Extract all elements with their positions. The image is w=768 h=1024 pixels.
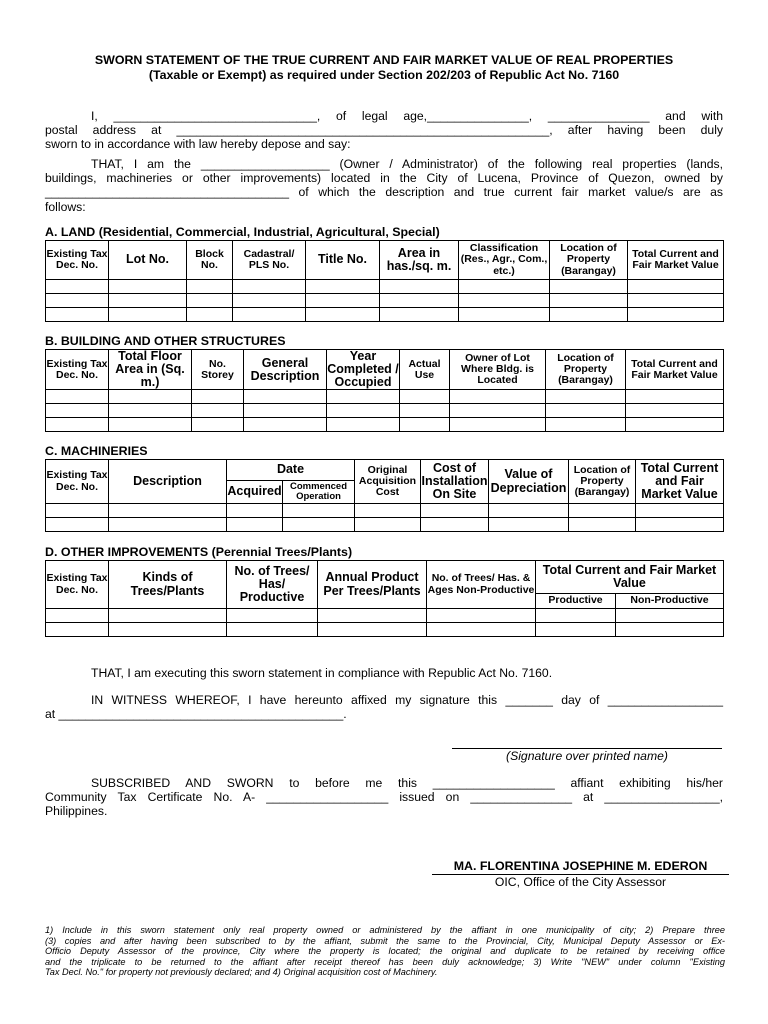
table-cell[interactable]	[636, 504, 724, 518]
table-cell[interactable]	[489, 518, 569, 532]
table-cell[interactable]	[628, 308, 724, 322]
land-entry-row[interactable]	[46, 308, 724, 322]
table-cell[interactable]	[46, 418, 109, 432]
table-cell[interactable]	[626, 390, 724, 404]
footnote-line: Officio Deputy Assessor of the province, City where the property is located; the original and duplicate to be retained by receiving office	[45, 946, 725, 957]
table-cell[interactable]	[109, 418, 192, 432]
col-existing-tax-dec: Existing Tax Dec. No.	[46, 561, 109, 609]
intro-line: I, ______________________________, of legal age,_______________, _______________ and with	[91, 109, 723, 123]
intro-line: postal address at _______________________________________________________, after having been duly	[45, 123, 723, 138]
table-cell[interactable]	[318, 623, 427, 637]
footnote-line: and the triplicate to be returned to the affiant after receipt thereof has been duly acknowledge; 3) Write "NEW" under column "Existing	[45, 956, 725, 967]
col-value-non-productive: Non-Productive	[616, 594, 724, 609]
assessor-office: OIC, Office of the City Assessor	[494, 875, 667, 889]
table-cell[interactable]	[550, 294, 628, 308]
col-classification: Classification (Res., Agr., Com., etc.)	[459, 241, 550, 280]
table-cell[interactable]	[380, 308, 459, 322]
building-table	[45, 349, 724, 432]
table-cell[interactable]	[283, 518, 355, 532]
table-cell[interactable]	[536, 609, 616, 623]
building-entry-row[interactable]	[46, 390, 724, 404]
form-subtitle: (Taxable or Exempt) as required under Section 202/203 of Republic Act No. 7160	[148, 68, 620, 82]
col-existing-tax-dec: Existing Tax Dec. No.	[46, 350, 109, 390]
table-cell[interactable]	[227, 504, 283, 518]
table-cell[interactable]	[244, 390, 327, 404]
building-header-row	[46, 350, 724, 390]
land-entry-row[interactable]	[46, 280, 724, 294]
subscribed-paragraph	[45, 776, 723, 819]
col-year-completed: Year Completed / Occupied	[327, 349, 399, 390]
table-cell[interactable]	[546, 390, 626, 404]
table-cell[interactable]	[46, 518, 109, 532]
table-cell[interactable]	[327, 390, 400, 404]
table-cell[interactable]	[569, 518, 636, 532]
table-cell[interactable]	[192, 418, 244, 432]
table-cell[interactable]	[628, 280, 724, 294]
table-cell[interactable]	[46, 308, 109, 322]
table-cell[interactable]	[318, 609, 427, 623]
compliance-statement: THAT, I am executing this sworn statement in compliance with Republic Act No. 7160.	[91, 666, 553, 680]
improvements-header-row	[46, 561, 724, 594]
owner-line: THAT, I am the ___________________ (Owner / Administrator) of the following real properties (lands,	[91, 157, 723, 171]
table-cell[interactable]	[244, 418, 327, 432]
col-lot-no: Lot No.	[109, 241, 187, 280]
machineries-table	[45, 459, 724, 532]
table-cell[interactable]	[459, 308, 550, 322]
table-cell[interactable]	[46, 609, 109, 623]
col-value-of-depreciation: Value of Depreciation	[489, 460, 569, 504]
machineries-section-heading: C. MACHINERIES	[45, 444, 148, 458]
table-cell[interactable]	[109, 280, 187, 294]
witness-paragraph	[45, 693, 723, 721]
table-cell[interactable]	[550, 308, 628, 322]
col-fair-market-value: Total Current and Fair Market Value	[626, 350, 724, 390]
table-cell[interactable]	[569, 504, 636, 518]
improvements-entry-row[interactable]	[46, 623, 724, 637]
owner-line: buildings, machineries or other improvements) located in the City of Lucena, Province of Quezon, owned by	[45, 171, 723, 186]
table-cell[interactable]	[46, 504, 109, 518]
col-existing-tax-dec: Existing Tax Dec. No.	[46, 241, 109, 280]
col-location: Location of Property (Barangay)	[569, 460, 636, 504]
intro-line: sworn to in accordance with law hereby depose and say:	[45, 137, 351, 152]
table-cell[interactable]	[459, 294, 550, 308]
footnote-line: (3) copies and after having been subscribed to by the affiant, submit the same to the Provincial, City, Municipal Deputy Assessor or Ex-	[45, 935, 725, 946]
land-section-heading: A. LAND (Residential, Commercial, Industrial, Agricultural, Special)	[45, 225, 440, 239]
land-table	[45, 240, 724, 322]
table-cell[interactable]	[187, 308, 233, 322]
table-cell[interactable]	[233, 280, 306, 294]
signature-caption: (Signature over printed name)	[506, 749, 668, 763]
building-section-heading: B. BUILDING AND OTHER STRUCTURES	[45, 334, 286, 348]
form-title: SWORN STATEMENT OF THE TRUE CURRENT AND FAIR MARKET VALUE OF REAL PROPERTIES	[94, 53, 674, 67]
land-entry-row[interactable]	[46, 294, 724, 308]
col-date-commenced-operation: Commenced Operation	[283, 481, 355, 504]
table-cell[interactable]	[233, 294, 306, 308]
col-actual-use: Actual Use	[400, 350, 450, 390]
table-cell[interactable]	[244, 404, 327, 418]
col-kinds-of-trees: Kinds of Trees/Plants	[109, 561, 227, 609]
col-owner-of-lot: Owner of Lot Where Bldg. is Located	[450, 350, 546, 390]
table-cell[interactable]	[233, 308, 306, 322]
col-cost-of-installation: Cost of Installation On Site	[421, 460, 489, 504]
subscribed-line: Philippines.	[45, 804, 108, 819]
table-cell[interactable]	[46, 390, 109, 404]
building-entry-row[interactable]	[46, 418, 724, 432]
table-cell[interactable]	[400, 404, 450, 418]
table-cell[interactable]	[192, 390, 244, 404]
table-cell[interactable]	[283, 504, 355, 518]
table-cell[interactable]	[355, 504, 421, 518]
footnote-line: 1) Include in this sworn statement only real property owned or administered by the affiant in one municipality of city; 2) Prepare three	[45, 925, 725, 935]
col-original-acquisition-cost: Original Acquisition Cost	[355, 460, 421, 504]
witness-line: IN WITNESS WHEREOF, I have hereunto affixed my signature this _______ day of _________________	[91, 693, 723, 707]
table-cell[interactable]	[450, 404, 546, 418]
table-cell[interactable]	[459, 280, 550, 294]
table-cell[interactable]	[536, 623, 616, 637]
table-cell[interactable]	[227, 623, 318, 637]
table-cell[interactable]	[380, 294, 459, 308]
col-fair-market-value: Total Current and Fair Market Value	[628, 241, 724, 280]
table-cell[interactable]	[306, 280, 380, 294]
table-cell[interactable]	[46, 280, 109, 294]
table-cell[interactable]	[400, 390, 450, 404]
col-location: Location of Property (Barangay)	[550, 241, 628, 280]
owner-line: ____________________________________ of which the description and true current fair market value/s are as	[45, 185, 723, 200]
table-cell[interactable]	[626, 418, 724, 432]
witness-line: at __________________________________________.	[45, 707, 347, 722]
improvements-section-heading: D. OTHER IMPROVEMENTS (Perennial Trees/Plants)	[45, 545, 353, 559]
machineries-entry-row[interactable]	[46, 518, 724, 532]
table-cell[interactable]	[550, 280, 628, 294]
table-cell[interactable]	[616, 609, 724, 623]
table-cell[interactable]	[192, 404, 244, 418]
table-cell[interactable]	[109, 609, 227, 623]
table-cell[interactable]	[355, 518, 421, 532]
col-existing-tax-dec: Existing Tax Dec. No.	[46, 460, 109, 504]
footnotes	[45, 925, 725, 978]
table-cell[interactable]	[450, 390, 546, 404]
owner-paragraph	[45, 157, 723, 214]
col-date-acquired: Acquired	[227, 481, 283, 504]
table-cell[interactable]	[46, 404, 109, 418]
table-cell[interactable]	[421, 518, 489, 532]
table-cell[interactable]	[187, 294, 233, 308]
col-productive-trees: No. of Trees/ Has/ Productive	[227, 561, 318, 609]
table-cell[interactable]	[636, 518, 724, 532]
table-cell[interactable]	[489, 504, 569, 518]
assessor-name: MA. FLORENTINA JOSEPHINE M. EDERON	[432, 859, 729, 875]
building-entry-row[interactable]	[46, 404, 724, 418]
col-fair-market-value: Total Current and Fair Market Value	[636, 460, 724, 504]
table-cell[interactable]	[450, 418, 546, 432]
table-cell[interactable]	[109, 294, 187, 308]
col-description: Description	[109, 460, 227, 504]
col-block-no: Block No.	[187, 241, 233, 280]
col-general-description: General Description	[244, 350, 327, 390]
table-cell[interactable]	[306, 308, 380, 322]
machineries-entry-row[interactable]	[46, 504, 724, 518]
subscribed-line: SUBSCRIBED AND SWORN to before me this __________________ affiant exhibiting his/her	[91, 776, 723, 790]
table-cell[interactable]	[327, 418, 400, 432]
table-cell[interactable]	[616, 623, 724, 637]
improvements-table	[45, 560, 724, 637]
affiant-intro-paragraph	[45, 109, 723, 152]
owner-line: follows:	[45, 199, 86, 214]
table-cell[interactable]	[546, 404, 626, 418]
col-title-no: Title No.	[306, 241, 380, 280]
subscribed-line: Community Tax Certificate No. A- __________________ issued on _______________ at _________________,	[45, 790, 723, 805]
table-cell[interactable]	[46, 294, 109, 308]
improvements-entry-row[interactable]	[46, 609, 724, 623]
table-cell[interactable]	[626, 404, 724, 418]
table-cell[interactable]	[46, 623, 109, 637]
table-cell[interactable]	[427, 609, 536, 623]
col-location: Location of Property (Barangay)	[546, 350, 626, 390]
col-fair-market-value: Total Current and Fair Market Value	[536, 561, 724, 594]
col-date: Date	[227, 460, 355, 481]
table-cell[interactable]	[400, 418, 450, 432]
land-header-row	[46, 241, 724, 280]
table-cell[interactable]	[109, 518, 227, 532]
table-cell[interactable]	[109, 504, 227, 518]
col-total-floor-area: Total Floor Area in (Sq. m.)	[109, 350, 192, 390]
machineries-header-row	[46, 460, 724, 481]
table-cell[interactable]	[628, 294, 724, 308]
footnote-line: Tax Decl. No." for property not previously declared; and 4) Original acquisition cost of Machinery.	[45, 967, 438, 978]
col-area: Area in has./sq. m.	[380, 241, 459, 280]
table-cell[interactable]	[546, 418, 626, 432]
table-cell[interactable]	[109, 308, 187, 322]
col-no-storey: No. Storey	[192, 350, 244, 390]
table-cell[interactable]	[306, 294, 380, 308]
table-cell[interactable]	[109, 404, 192, 418]
table-cell[interactable]	[427, 623, 536, 637]
col-cadastral-pls-no: Cadastral/ PLS No.	[233, 241, 306, 280]
col-value-productive: Productive	[536, 594, 616, 609]
table-cell[interactable]	[380, 280, 459, 294]
col-non-productive-trees: No. of Trees/ Has. & Ages Non-Productive	[427, 561, 536, 609]
table-cell[interactable]	[109, 390, 192, 404]
table-cell[interactable]	[227, 518, 283, 532]
table-cell[interactable]	[421, 504, 489, 518]
col-annual-product: Annual Product Per Trees/Plants	[318, 561, 427, 609]
table-cell[interactable]	[187, 280, 233, 294]
table-cell[interactable]	[227, 609, 318, 623]
table-cell[interactable]	[109, 623, 227, 637]
table-cell[interactable]	[327, 404, 400, 418]
